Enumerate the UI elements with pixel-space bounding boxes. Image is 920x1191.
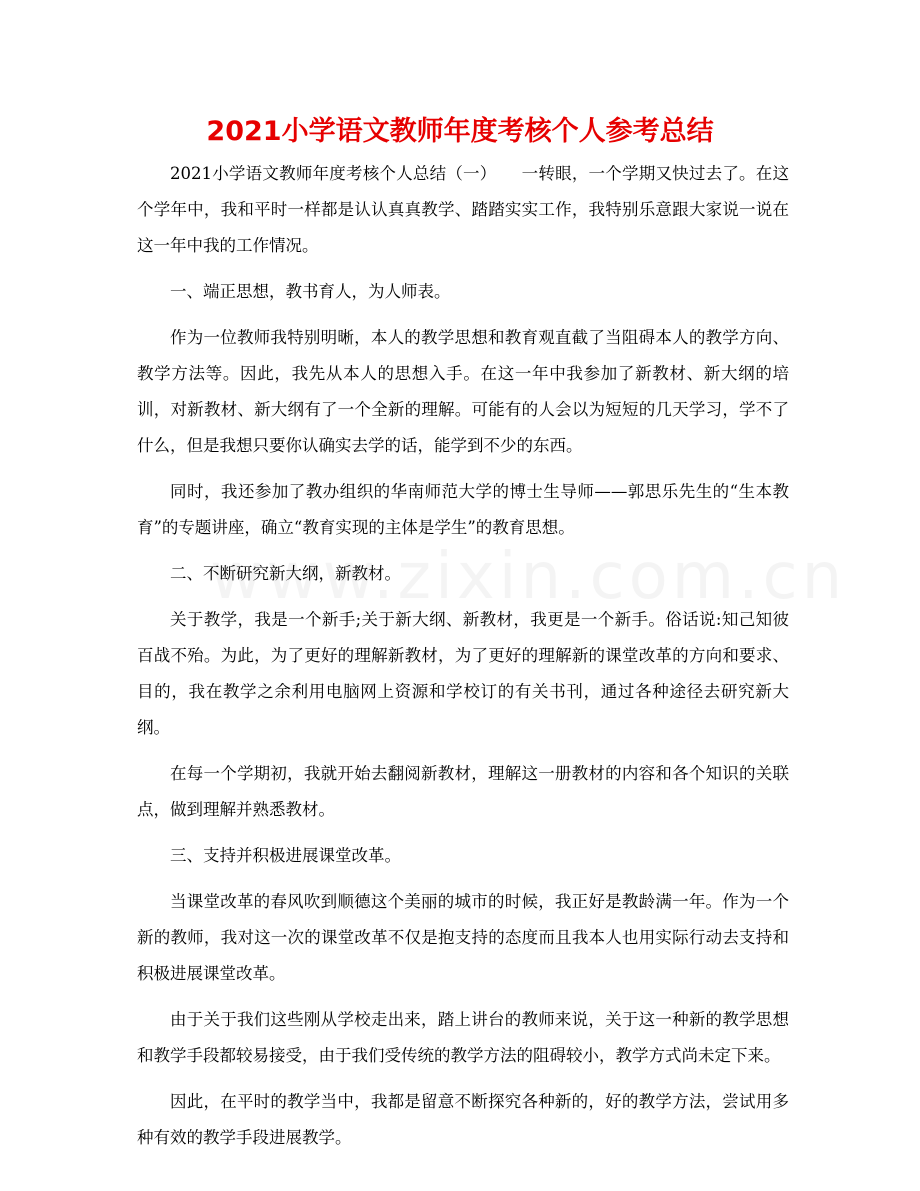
paragraph: 由于关于我们这些刚从学校走出来，踏上讲台的教师来说，关于这一种新的教学思想和教学手段都较易接受，由于我们受传统的教学方法的阻碍较小，教学方式尚未定下来。	[137, 1010, 789, 1065]
paragraph: 作为一位教师我特别明晰，本人的教学思想和教育观直截了当阻碍本人的教学方向、教学方法等。因此，我先从本人的思想入手。在这一年中我参加了新教材、新大纲的培训，对新教材、新大纲有了一个全新的理解。可能有的人会以为短短的几天学习，学不了什么，但是我想只要你认确实去学的话，能学到不少的东西。	[137, 328, 789, 455]
paragraph: 在每一个学期初，我就开始去翻阅新教材，理解这一册教材的内容和各个知识的关联点，做到理解并熟悉教材。	[137, 764, 789, 819]
paragraph: 关于教学，我是一个新手;关于新大纲、新教材，我更是一个新手。俗话说:知己知彼百战不殆。为此，为了更好的理解新教材，为了更好的理解新的课堂改革的方向和要求、目的，我在教学之余利用电脑网上资源和学校订的有关书刊，通过各种途径去研究新大纲。	[137, 610, 789, 737]
paragraph-intro: 2021小学语文教师年度考核个人总结（一） 一转眼，一个学期又快过去了。在这个学年中，我和平时一样都是认认真真教学、踏踏实实工作，我特别乐意跟大家说一说在这一年中我的工作情况。	[137, 164, 789, 255]
document-body	[137, 156, 789, 1166]
paragraph: 同时，我还参加了教办组织的华南师范大学的博士生导师——郭思乐先生的“生本教育”的专题讲座，确立“教育实现的主体是学生”的教育思想。	[137, 482, 789, 537]
page-title: 2021小学语文教师年度考核个人参考总结	[206, 116, 714, 147]
paragraph: 因此，在平时的教学当中，我都是留意不断探究各种新的，好的教学方法，尝试用多种有效的教学手段进展教学。	[137, 1092, 789, 1147]
section-heading-1: 一、端正思想，教书育人，为人师表。	[170, 282, 451, 301]
paragraph: 当课堂改革的春风吹到顺德这个美丽的城市的时候，我正好是教龄满一年。作为一个新的教师，我对这一次的课堂改革不仅是抱支持的态度而且我本人也用实际行动去支持和积极进展课堂改革。	[137, 892, 789, 983]
section-heading-3: 三、支持并积极进展课堂改革。	[170, 846, 401, 865]
section-heading-2: 二、不断研究新大纲，新教材。	[170, 564, 401, 583]
